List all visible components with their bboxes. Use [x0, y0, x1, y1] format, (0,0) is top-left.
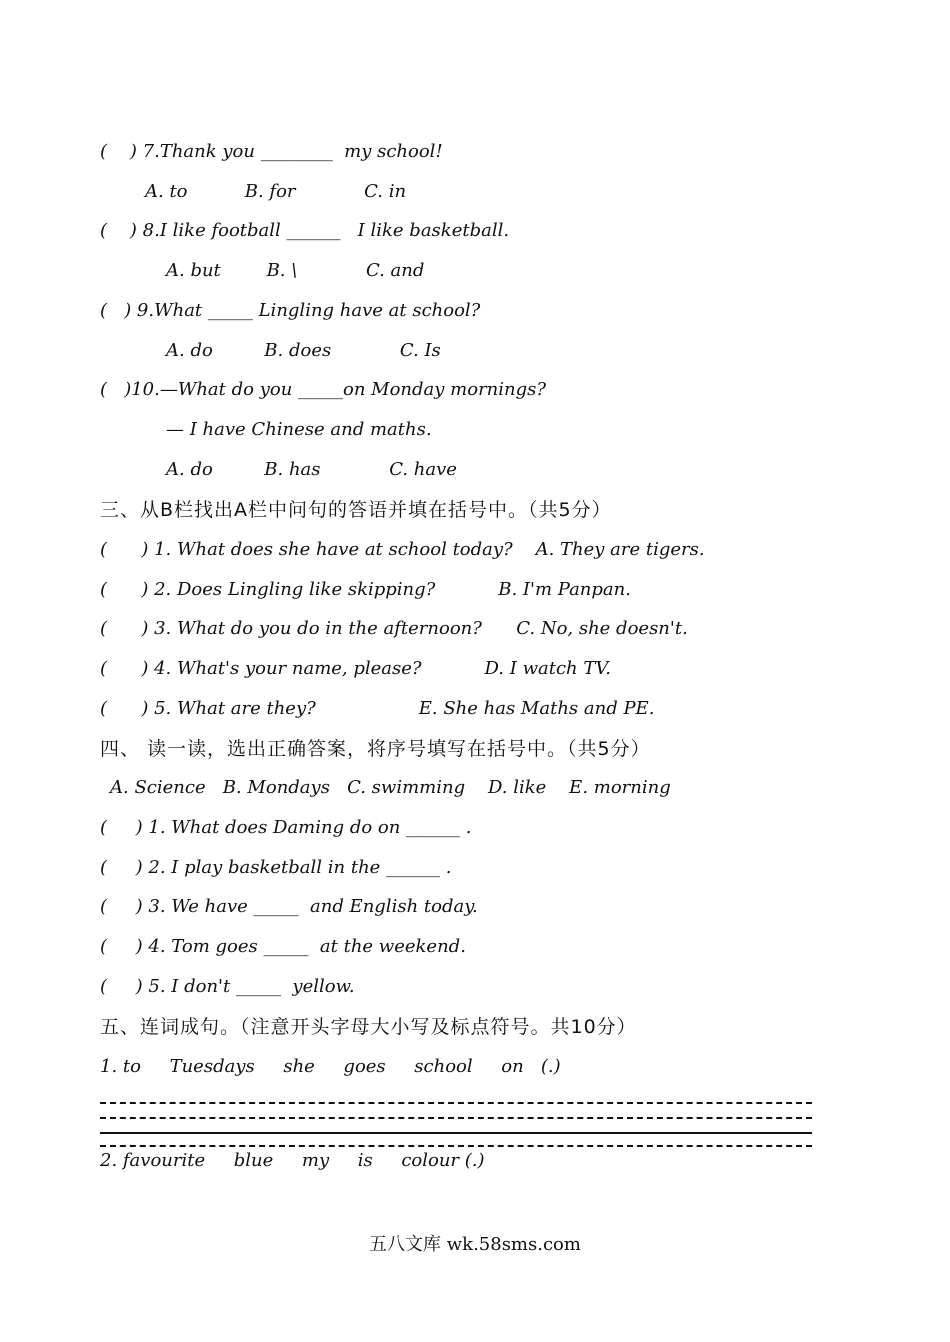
section-4-heading: 四、 读一读，选出正确答案，将序号填写在括号中。（共5分） [100, 738, 651, 760]
section-3-row-3: ( ) 3. What do you do in the afternoon? C. No, she doesn't. [100, 618, 688, 639]
question-9-options: A. do B. does C. Is [166, 340, 441, 361]
question-10: ( )10.—What do you _____on Monday mornings? [100, 379, 547, 400]
writing-line-dashed-upper [100, 1117, 812, 1119]
section-3-row-2: ( ) 2. Does Lingling like skipping? B. I'm Panpan. [100, 579, 631, 600]
section-3-heading: 三、从B栏找出A栏中问句的答语并填在括号中。（共5分） [100, 499, 612, 521]
section-3-row-5: ( ) 5. What are they? E. She has Maths and PE. [100, 698, 655, 719]
section-4-row-4: ( ) 4. Tom goes _____ at the weekend. [100, 936, 466, 957]
section-3-row-4: ( ) 4. What's your name, please? D. I watch TV. [100, 658, 611, 679]
section-5-heading: 五、连词成句。（注意开头字母大小写及标点符号。共10分） [100, 1016, 637, 1038]
section-3-row-1: ( ) 1. What does she have at school today? A. They are tigers. [100, 539, 705, 560]
question-7-options: A. to B. for C. in [145, 181, 407, 202]
writing-line-baseline [100, 1132, 812, 1134]
section-4-row-3: ( ) 3. We have _____ and English today. [100, 896, 478, 917]
question-8: ( ) 8.I like football ______ I like basketball. [100, 220, 510, 241]
footer-watermark: 五八文库 wk.58sms.com [369, 1234, 581, 1255]
writing-line-dashed-bottom [100, 1145, 812, 1147]
section-4-row-5: ( ) 5. I don't _____ yellow. [100, 976, 355, 997]
question-7: ( ) 7.Thank you ________ my school! [100, 141, 443, 162]
section-5-question-1: 1. to Tuesdays she goes school on (.) [100, 1056, 561, 1077]
section-4-options: A. Science B. Mondays C. swimming D. like E. morning [110, 777, 671, 798]
section-4-row-1: ( ) 1. What does Daming do on ______ . [100, 817, 472, 838]
question-8-options: A. but B. \ C. and [166, 260, 425, 281]
section-5-question-2: 2. favourite blue my is colour (.) [100, 1150, 485, 1171]
question-10-options: A. do B. has C. have [166, 459, 457, 480]
question-9: ( ) 9.What _____ Lingling have at school? [100, 300, 481, 321]
writing-line-dashed-top [100, 1102, 812, 1104]
section-4-row-2: ( ) 2. I play basketball in the ______ . [100, 857, 452, 878]
question-10-answer: — I have Chinese and maths. [166, 419, 432, 440]
